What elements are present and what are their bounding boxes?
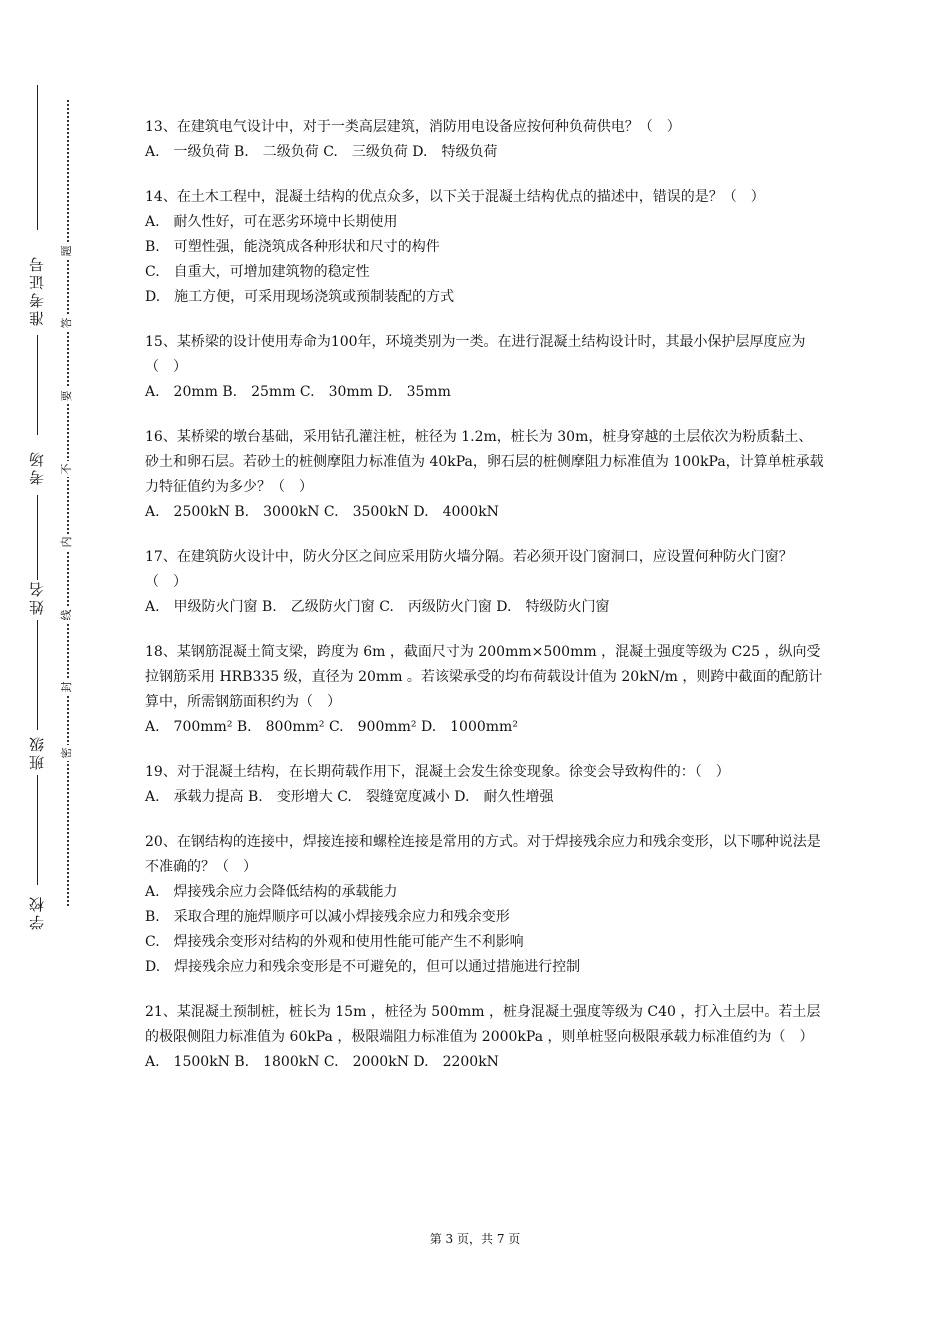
label-class: 班级 — [28, 734, 46, 771]
question-options: A. 2500kN B. 3000kN C. 3500kN D. 4000kN — [145, 504, 499, 520]
seal-char: 要 — [59, 388, 75, 404]
label-exam-room: 考场 — [28, 449, 46, 486]
seal-char: 不 — [59, 461, 75, 477]
margin-line — [37, 775, 38, 885]
seal-char: 线 — [59, 607, 75, 623]
seal-char: 内 — [59, 534, 75, 550]
question-stem: 15、某桥梁的设计使用寿命为100年，环境类别为一类。在进行混凝土结构设计时，其最小保护层厚度应为（ ） — [145, 334, 806, 375]
label-exam-id: 准考证号 — [28, 254, 46, 326]
seal-char: 答 — [59, 315, 75, 331]
seal-char: 封 — [59, 679, 75, 695]
question-stem: 19、对于混凝土结构，在长期荷载作用下，混凝土会发生徐变现象。徐变会导致构件的：（ ） — [145, 764, 730, 780]
question-16 — [145, 425, 825, 525]
question-stem: 13、在建筑电气设计中，对于一类高层建筑，消防用电设备应按何种负荷供电？（ ） — [145, 119, 681, 135]
question-options: A. 1500kN B. 1800kN C. 2000kN D. 2200kN — [145, 1054, 499, 1070]
question-option: C. 焊接残余变形对结构的外观和使用性能可能产生不利影响 — [145, 934, 524, 950]
question-options: A. 甲级防火门窗 B. 乙级防火门窗 C. 丙级防火门窗 D. 特级防火门窗 — [145, 599, 610, 615]
margin-line — [37, 85, 38, 230]
seal-char: 题 — [59, 243, 75, 259]
label-name: 姓名 — [28, 579, 46, 616]
question-stem: 17、在建筑防火设计中，防火分区之间应采用防火墙分隔。若必须开设门窗洞口，应设置何种防火门窗？（ ） — [145, 549, 793, 590]
margin-line — [37, 335, 38, 435]
question-stem: 16、某桥梁的墩台基础，采用钻孔灌注桩，桩径为 1.2m，桩长为 30m，桩身穿越的土层依次为粉质黏土、砂土和卵石层。若砂土的桩侧摩阻力标准值为 40kPa，卵石层的桩侧摩阻力标准值为 100kPa，计算单桩承载力特征值约为多少？（ ） — [145, 429, 824, 495]
question-20 — [145, 830, 825, 980]
question-13 — [145, 115, 825, 165]
question-option: B. 可塑性强，能浇筑成各种形状和尺寸的构件 — [145, 239, 440, 255]
question-options: A. 700mm² B. 800mm² C. 900mm² D. 1000mm² — [145, 719, 518, 735]
question-stem: 20、在钢结构的连接中，焊接连接和螺栓连接是常用的方式。对于焊接残余应力和残余变形，以下哪种说法是不准确的？（ ） — [145, 834, 821, 875]
question-19 — [145, 760, 825, 810]
seal-char: 密 — [59, 745, 75, 761]
question-21 — [145, 1000, 825, 1075]
label-school: 学校 — [28, 894, 46, 931]
question-stem: 21、某混凝土预制桩，桩长为 15m ，桩径为 500mm ，桩身混凝土强度等级为 C40 ，打入土层中。若土层的极限侧阻力标准值为 60kPa ，极限端阻力标准值为 2000kPa ，则单桩竖向极限承载力标准值约为（ ） — [145, 1004, 821, 1045]
question-stem: 18、某钢筋混凝土简支梁，跨度为 6m ，截面尺寸为 200mm×500mm ，混凝土强度等级为 C25 ，纵向受拉钢筋采用 HRB335 级，直径为 20mm 。若该梁承受的均布荷载设计值为 20kN/m ，则跨中截面的配筋计算中，所需钢筋面积约为（ ） — [145, 644, 823, 710]
seal-dotted-line — [67, 100, 69, 906]
question-options: A. 一级负荷 B. 二级负荷 C. 三级负荷 D. 特级负荷 — [145, 144, 498, 160]
question-option: D. 施工方便，可采用现场浇筑或预制装配的方式 — [145, 289, 455, 305]
question-14 — [145, 185, 825, 310]
margin-line — [37, 495, 38, 580]
question-options: A. 20mm B. 25mm C. 30mm D. 35mm — [145, 384, 451, 400]
binding-margin — [0, 0, 110, 1344]
question-option: A. 耐久性好，可在恶劣环境中长期使用 — [145, 214, 398, 230]
margin-line — [37, 620, 38, 730]
question-option: C. 自重大，可增加建筑物的稳定性 — [145, 264, 370, 280]
question-option: A. 焊接残余应力会降低结构的承载能力 — [145, 884, 398, 900]
question-option: D. 焊接残余应力和残余变形是不可避免的，但可以通过措施进行控制 — [145, 959, 581, 975]
question-options: A. 承载力提高 B. 变形增大 C. 裂缝宽度减小 D. 耐久性增强 — [145, 789, 554, 805]
question-18 — [145, 640, 825, 740]
page-number: 第 3 页，共 7 页 — [429, 1232, 521, 1246]
question-stem: 14、在土木工程中，混凝土结构的优点众多，以下关于混凝土结构优点的描述中，错误的是？（ ） — [145, 189, 765, 205]
question-17 — [145, 545, 825, 620]
question-15 — [145, 330, 825, 405]
question-option: B. 采取合理的施焊顺序可以减小焊接残余应力和残余变形 — [145, 909, 510, 925]
question-list — [145, 115, 825, 1095]
